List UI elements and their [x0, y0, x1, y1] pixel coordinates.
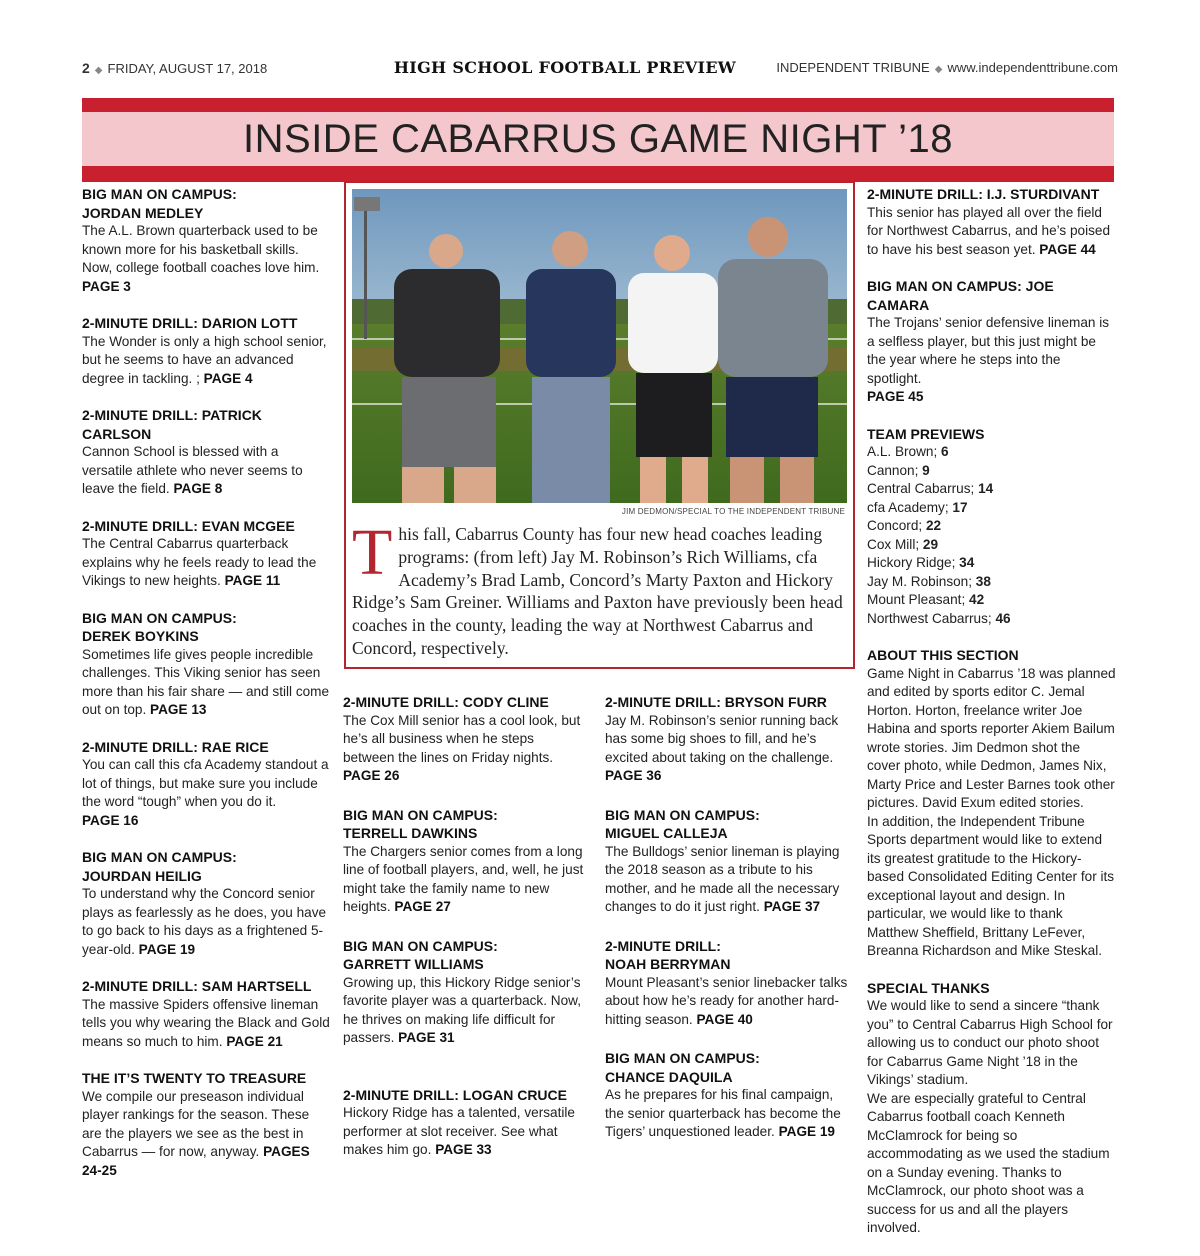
teaser-heading: BIG MAN ON CAMPUS: [605, 806, 760, 823]
right-items [867, 185, 1117, 407]
left-column [82, 185, 332, 1198]
teaser-heading: 2-MINUTE DRILL: BRYSON FURR [605, 694, 827, 710]
teaser-text: To understand why the Concord senior plays as fearlessly as he does, you have to go back to his days as a frightened 5-year-old. [82, 886, 327, 957]
team-preview-row [867, 536, 1117, 555]
team-preview-row [867, 591, 1117, 610]
teaser-text: Mount Pleasant’s senior linebacker talks about how he’s ready for another hard-hitting season. [605, 974, 848, 1027]
page-reference: PAGE 13 [150, 702, 207, 717]
page-reference: PAGE 19 [778, 1124, 835, 1139]
team-page-number: 6 [941, 444, 949, 459]
teaser-body [867, 204, 1117, 260]
about-paragraph: In addition, the Independent Tribune Sports department would like to extend its greatest gratitude to the Hickory-based Consolidated Editing Center for its exceptional layout and design. In particular, we would like to thank Matthew Sheffield, Brittany LeFever, Breanna Richardson and Mike Steskal. [867, 813, 1115, 958]
page-reference: PAGE 3 [82, 278, 131, 294]
teaser-heading: BIG MAN ON CAMPUS: [605, 1050, 760, 1066]
teaser-body [605, 843, 850, 917]
teaser-body [343, 974, 588, 1048]
page-reference: PAGE 27 [394, 899, 451, 914]
teaser-heading-name: MIGUEL CALLEJA [605, 825, 728, 841]
team-name: Concord; [867, 518, 926, 533]
teaser-item [605, 806, 850, 917]
teaser-body [867, 314, 1117, 407]
header-left [82, 60, 267, 76]
page-reference: PAGE 19 [138, 941, 196, 957]
special-thanks-heading: SPECIAL THANKS [867, 979, 990, 996]
teaser-heading-name: NOAH BERRYMAN [605, 956, 731, 972]
teaser-item [867, 277, 1117, 407]
teaser-heading-name: DEREK BOYKINS [82, 628, 199, 644]
teaser-heading: 2-MINUTE DRILL: EVAN MCGEE [82, 517, 295, 534]
publication-name: INDEPENDENT TRIBUNE [776, 60, 930, 75]
teaser-text: Growing up, this Hickory Ridge senior’s favorite player was a quarterback. Now, he thrives on making life difficult for passers. [343, 974, 582, 1045]
teaser-heading-name: TERRELL DAWKINS [343, 825, 478, 841]
photo-caption [352, 516, 849, 660]
teaser-item [82, 977, 332, 1051]
teaser-body [82, 996, 332, 1052]
teaser-item [82, 517, 332, 591]
drop-cap: T [352, 516, 393, 589]
about-paragraph: Game Night in Cabarrus ’18 was planned and edited by sports editor C. Jemal Horton. Horton, freelance writer Joe Habina and sports reporter Akiem Bailum wrote stories. Jim Dedmon shot the cover photo, while Dedmon, James Nix, Marty Price and Lester Barnes took other pictures. David Exum edited stories. [867, 665, 1116, 810]
teaser-text: We compile our preseason individual player rankings for the season. These are the players we see as the best in Cabarrus — for now, anyway. [82, 1088, 310, 1159]
page-reference: PAGE 40 [696, 1011, 753, 1027]
page-reference: PAGE 4 [203, 370, 253, 386]
team-page-number: 9 [922, 462, 930, 478]
teaser-item [82, 185, 332, 296]
team-preview-row [867, 517, 1117, 536]
team-preview-row [867, 499, 1117, 518]
teaser-body [82, 443, 332, 499]
team-page-number: 29 [922, 536, 939, 552]
teaser-heading: 2-MINUTE DRILL: CODY CLINE [343, 694, 549, 710]
teaser-heading: BIG MAN ON CAMPUS: [343, 806, 498, 823]
middle-column-1 [343, 693, 588, 1180]
teaser-heading: 2-MINUTE DRILL: DARION LOTT [82, 315, 298, 331]
teaser-body [82, 646, 332, 720]
middle-column-2 [605, 693, 850, 1162]
team-name: Mount Pleasant; [867, 592, 970, 607]
teaser-body [82, 333, 332, 389]
team-preview-row [867, 462, 1117, 481]
team-preview-row [867, 443, 1117, 462]
teaser-text: The massive Spiders offensive lineman tells you why wearing the Black and Gold means so much to him. [82, 996, 330, 1049]
issue-date: FRIDAY, AUGUST 17, 2018 [107, 61, 268, 76]
teaser-body [82, 885, 332, 959]
teaser-text: The Chargers senior comes from a long line of football players, and, well, he just might take the family name to new heights. [343, 843, 584, 914]
team-name: A.L. Brown; [867, 444, 942, 459]
section-title: HIGH SCHOOL FOOTBALL PREVIEW [393, 58, 737, 77]
teaser-item [343, 937, 588, 1048]
teaser-text: The Wonder is only a high school senior, but he seems to have an advanced degree in tackling. ; [82, 333, 327, 386]
teaser-body [605, 712, 850, 786]
teaser-body [82, 222, 332, 296]
teaser-item [82, 848, 332, 959]
team-name: cfa Academy; [867, 499, 953, 515]
teaser-item [343, 806, 588, 917]
teaser-body [82, 1088, 332, 1181]
page-header [82, 58, 1118, 80]
teaser-text: Jay M. Robinson’s senior running back has some big shoes to fill, and he’s excited about taking on the challenge. [605, 712, 839, 765]
teaser-item [867, 185, 1117, 259]
page-reference: PAGE 44 [1039, 241, 1096, 257]
page-number: 2 [82, 60, 90, 76]
teaser-heading-name: JORDAN MEDLEY [82, 204, 204, 221]
page-reference: PAGE 8 [173, 481, 223, 496]
page-reference: PAGE 16 [82, 812, 139, 828]
team-page-number: 46 [995, 610, 1011, 626]
team-page-number: 14 [978, 481, 994, 496]
team-page-number: 34 [959, 555, 975, 570]
team-name: Cox Mill; [867, 536, 923, 552]
teaser-body [343, 712, 588, 786]
team-name: Northwest Cabarrus; [867, 610, 996, 626]
team-name: Jay M. Robinson; [867, 573, 976, 589]
teaser-heading-name: GARRETT WILLIAMS [343, 956, 484, 972]
page-reference: PAGE 33 [435, 1142, 492, 1157]
banner-title: INSIDE CABARRUS GAME NIGHT ’18 [243, 117, 953, 161]
teaser-text: The A.L. Brown quarterback used to be known more for his basketball skills. Now, college football coaches love him. [82, 223, 320, 275]
teaser-heading: 2-MINUTE DRILL: LOGAN CRUCE [343, 1086, 567, 1103]
team-preview-row [867, 610, 1117, 629]
teaser-item [82, 406, 332, 499]
teaser-item [605, 693, 850, 786]
teaser-text: The Central Cabarrus quarterback explains why he feels ready to lead the Vikings to new heights. [82, 536, 317, 588]
team-page-number: 42 [969, 592, 985, 607]
bullet-separator: ◆ [94, 65, 103, 76]
teaser-heading: BIG MAN ON CAMPUS: [82, 186, 237, 202]
page-reference: PAGE 45 [867, 389, 924, 404]
teaser-item [82, 738, 332, 831]
team-page-number: 38 [975, 573, 991, 589]
teaser-text: The Trojans’ senior defensive lineman is a selfless player, but this just might be the year where he steps into the spotlight. [867, 315, 1110, 386]
teaser-text: As he prepares for his final campaign, the senior quarterback has become the Tigers’ unquestioned leader. [605, 1087, 841, 1139]
teaser-heading: BIG MAN ON CAMPUS: [82, 609, 237, 626]
teaser-text: The Cox Mill senior has a cool look, but he’s all business when he steps between the lines on Friday nights. [343, 712, 581, 765]
teaser-text: You can call this cfa Academy standout a lot of things, but make sure you include the word “tough” when you do it. [82, 757, 329, 809]
teaser-heading-name: JOURDAN HEILIG [82, 867, 202, 884]
teaser-heading: BIG MAN ON CAMPUS: JOE CAMARA [867, 278, 1054, 313]
teaser-body [82, 756, 332, 830]
team-name: Hickory Ridge; [867, 555, 960, 570]
caption-text: his fall, Cabarrus County has four new head coaches leading programs: (from left) Jay M. Robinson’s Rich Williams, cfa Academy’s Brad Lamb, Concord’s Marty Paxton and Hickory Ridge’s Sam Greiner. Williams and Paxton have previously been head coaches in the county, leading the way at Northwest Cabarrus and Concord, respectively. [352, 524, 843, 658]
page-reference: PAGE 26 [343, 768, 400, 783]
about-section [867, 646, 1117, 961]
teaser-text: The Bulldogs’ senior lineman is playing the 2018 season as a tribute to his mother, and he made all the necessary changes to do it just right. [605, 843, 840, 914]
thanks-paragraph: We are especially grateful to Central Cabarrus football coach Kenneth McClamrock for being so accommodating as we used the stadium on a Sunday evening. Thanks to McClamrock, our photo shoot was a success for us and all the players involved. [867, 1090, 1110, 1235]
teaser-heading: 2-MINUTE DRILL: [605, 937, 721, 954]
coaches-photo-image [352, 189, 847, 503]
teaser-text: This senior has played all over the field for Northwest Cabarrus, and he’s poised to have his best season yet. [867, 204, 1111, 257]
teaser-body [605, 1086, 850, 1142]
teaser-heading: THE IT’S TWENTY TO TREASURE [82, 1070, 307, 1086]
teaser-heading: 2-MINUTE DRILL: SAM HARTSELL [82, 978, 312, 994]
coaches-photo [352, 189, 847, 503]
page-reference: PAGE 36 [605, 768, 662, 783]
feature-box [344, 181, 855, 669]
team-preview-row [867, 554, 1117, 573]
right-column [867, 185, 1117, 1256]
teaser-item [82, 314, 332, 388]
teaser-heading: 2-MINUTE DRILL: PATRICK CARLSON [82, 407, 262, 442]
title-banner [82, 98, 1114, 182]
teaser-body [343, 1104, 588, 1160]
special-thanks [867, 979, 1117, 1238]
teaser-text: Sometimes life gives people incredible challenges. This Viking senior has seen more than his fair share — and still come out on top. [82, 646, 330, 717]
team-preview-row [867, 573, 1117, 592]
teaser-heading: BIG MAN ON CAMPUS: [82, 849, 237, 865]
page-reference: PAGE 11 [224, 573, 281, 588]
teaser-heading: BIG MAN ON CAMPUS: [343, 937, 498, 954]
thanks-paragraph: We would like to send a sincere “thank you” to Central Cabarrus High School for allowing us to conduct our photo shoot for Cabarrus Game Night ’18 in the Vikings’ stadium. [867, 998, 1113, 1087]
header-right [776, 60, 1118, 75]
teaser-text: Cannon School is blessed with a versatile athlete who never seems to leave the field. [82, 444, 303, 496]
team-previews-list [867, 443, 1117, 628]
page-reference: PAGE 37 [763, 899, 821, 914]
teaser-item [82, 1069, 332, 1180]
page-reference: PAGES 24-25 [82, 1144, 310, 1178]
teaser-heading: 2-MINUTE DRILL: I.J. STURDIVANT [867, 186, 1100, 202]
team-name: Central Cabarrus; [867, 481, 979, 496]
teaser-item [605, 1049, 850, 1142]
team-previews [867, 425, 1117, 629]
teaser-heading-name: CHANCE DAQUILA [605, 1068, 733, 1085]
team-previews-heading: TEAM PREVIEWS [867, 425, 985, 442]
photo-credit: JIM DEDMON/SPECIAL TO THE INDEPENDENT TRIBUNE [621, 507, 845, 516]
teaser-item [605, 937, 850, 1030]
teaser-item [82, 609, 332, 720]
teaser-body [343, 843, 588, 917]
title-banner-inner [82, 112, 1114, 166]
website-link[interactable]: www.independenttribune.com [947, 60, 1118, 75]
teaser-item [343, 693, 588, 786]
about-heading: ABOUT THIS SECTION [867, 647, 1019, 663]
page-reference: PAGE 21 [226, 1033, 283, 1049]
team-preview-row [867, 480, 1117, 499]
teaser-body [605, 974, 850, 1030]
teaser-item [343, 1086, 588, 1160]
teaser-body [82, 535, 332, 591]
team-page-number: 17 [952, 499, 968, 515]
page-reference: PAGE 31 [398, 1030, 455, 1045]
team-page-number: 22 [925, 518, 942, 533]
teaser-text: Hickory Ridge has a talented, versatile performer at slot receiver. See what makes him go. [343, 1105, 575, 1157]
team-name: Cannon; [867, 462, 923, 478]
bullet-separator: ◆ [934, 64, 943, 75]
teaser-heading: 2-MINUTE DRILL: RAE RICE [82, 738, 269, 755]
